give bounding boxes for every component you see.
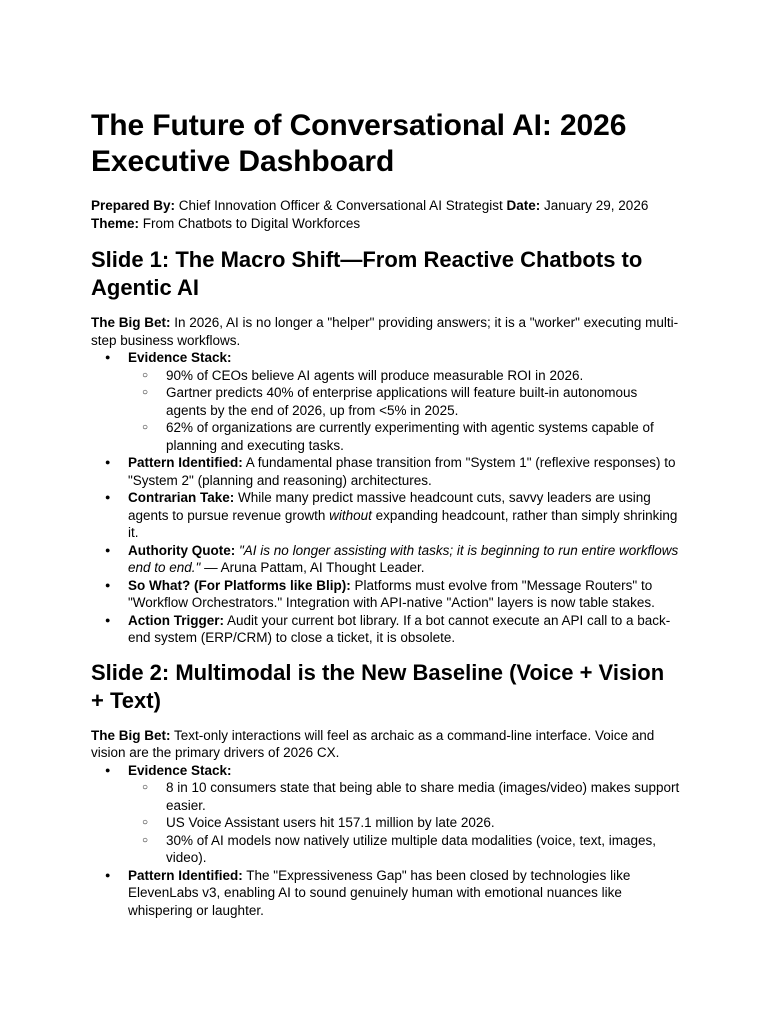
contrarian-text: While many predict massive headcount cuts, savvy leaders are using agents to pursue revenue growth <box>128 490 651 523</box>
so-what-text: Platforms must evolve from "Message Routers" to "Workflow Orchestrators." Integration with API-native "Action" layers is now table stakes. <box>128 577 655 610</box>
theme-value: From Chatbots to Digital Workforces <box>139 216 361 231</box>
slide-1-title: Slide 1: The Macro Shift—From Reactive Chatbots to Agentic AI <box>91 247 643 300</box>
slide-1-big-bet <box>91 314 681 349</box>
pattern-text: A fundamental phase transition from "System 1" (reflexive responses) to "System 2" (planning and reasoning) architectures. <box>128 455 676 488</box>
theme-label: Theme: <box>91 216 140 231</box>
evidence-item: ○ 30% of AI models now natively utilize multiple data modalities (voice, text, images, video). <box>91 832 681 867</box>
big-bet-label: The Big Bet: <box>91 727 171 743</box>
action-trigger-item <box>91 612 681 647</box>
big-bet-text: Text-only interactions will feel as archaic as a command-line interface. Voice and vision are the primary drivers of 2026 CX. <box>91 727 655 760</box>
contrarian-take-item <box>91 489 681 542</box>
pattern-identified-item <box>91 867 681 920</box>
pattern-identified-item <box>91 454 681 489</box>
contrarian-label: Contrarian Take: <box>128 490 235 505</box>
slide-2-bullet-list <box>91 762 681 920</box>
date-label: Date: <box>506 198 541 213</box>
evidence-list <box>128 367 681 455</box>
authority-quote-item <box>91 542 681 577</box>
big-bet-label: The Big Bet: <box>91 315 171 330</box>
evidence-stack-item <box>91 762 681 867</box>
date-value: January 29, 2026 <box>540 198 649 213</box>
evidence-item: ○ 8 in 10 consumers state that being able to share media (images/video) makes support easier. <box>91 779 681 814</box>
slide-1-bullet-list <box>91 349 681 647</box>
action-trigger-label: Action Trigger: <box>128 612 225 628</box>
big-bet-text: In 2026, AI is no longer a "helper" providing answers; it is a "worker" executing multi-step business workflows. <box>91 315 679 348</box>
evidence-stack-label: Evidence Stack: <box>128 762 232 778</box>
evidence-list <box>128 779 681 867</box>
contrarian-emphasis: without <box>329 507 372 523</box>
authority-label: Authority Quote: <box>128 542 236 558</box>
prepared-by-value: Chief Innovation Officer & Conversational AI Strategist <box>175 198 507 213</box>
document-meta <box>91 197 681 233</box>
evidence-item: ○ 62% of organizations are currently experimenting with agentic systems capable of planning and executing tasks. <box>91 419 681 454</box>
evidence-item: ○ US Voice Assistant users hit 157.1 million by late 2026. <box>91 814 681 832</box>
evidence-stack-label: Evidence Stack: <box>128 350 232 365</box>
contrarian-text-end: expanding headcount, rather than simply shrinking it. <box>128 507 678 540</box>
evidence-item: ○ Gartner predicts 40% of enterprise applications will feature built-in autonomous agents by the end of 2026, up from <5% in 2025. <box>91 384 681 419</box>
pattern-label: Pattern Identified: <box>128 867 243 883</box>
document-body <box>91 108 681 919</box>
document-title: The Future of Conversational AI: 2026 Executive Dashboard <box>91 109 627 178</box>
authority-quote: "AI is no longer assisting with tasks; it is beginning to run entire workflows end to end." <box>128 542 679 575</box>
pattern-label: Pattern Identified: <box>128 455 243 470</box>
so-what-item <box>91 577 681 612</box>
prepared-by-label: Prepared By: <box>91 198 176 213</box>
action-trigger-text: Audit your current bot library. If a bot cannot execute an API call to a back-end system (ERP/CRM) to close a ticket, it is obsolete. <box>128 612 671 645</box>
authority-attribution: — Aruna Pattam, AI Thought Leader. <box>200 560 425 575</box>
slide-2-big-bet <box>91 727 681 762</box>
evidence-stack-item <box>91 349 681 454</box>
slide-2-title: Slide 2: Multimodal is the New Baseline (Voice + Vision + Text) <box>91 659 665 713</box>
pattern-text: The "Expressiveness Gap" has been closed by technologies like ElevenLabs v3, enabling AI to sound genuinely human with emotional nuances like whispering or laughter. <box>128 867 631 918</box>
evidence-item: ○ 90% of CEOs believe AI agents will produce measurable ROI in 2026. <box>91 367 681 385</box>
so-what-label: So What? (For Platforms like Blip): <box>128 577 351 593</box>
